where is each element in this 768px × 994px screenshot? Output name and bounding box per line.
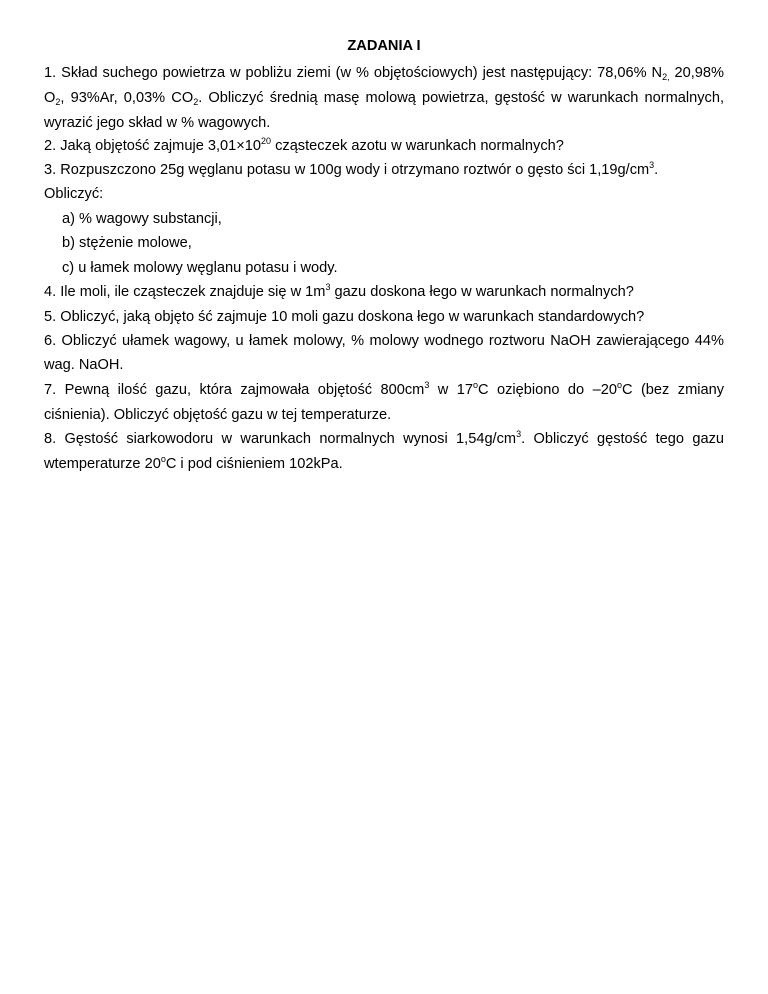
task-2-text-a: 2. Jaką objętość zajmuje 3,01×10	[44, 138, 262, 154]
task-7	[44, 378, 724, 427]
task-1	[44, 61, 724, 135]
task-4-text-b: gazu doskona łego w warunkach normalnych?	[330, 284, 634, 300]
task-3-sup: 3	[649, 160, 655, 170]
task-3-item-b: b) stężenie molowe,	[62, 235, 192, 251]
task-7-text-d: C (bez zmiany ciśnienia). Obliczyć objętość gazu w tej temperaturze.	[44, 382, 725, 423]
task-4-sup: 3	[325, 282, 331, 292]
task-8-sup-2: o	[160, 454, 166, 464]
task-7-sup-2: o	[473, 380, 479, 390]
task-8-text-c: C i pod ciśnieniem 102kPa.	[165, 456, 343, 472]
task-1-text-a: 1. Skład suchego powietrza w pobliżu ziemi (w % objętościowych) jest następujący: 78,06% N	[44, 65, 663, 81]
task-4-text-a: 4. Ile moli, ile cząsteczek znajduje się w 1m	[44, 284, 326, 300]
task-2-sup: 20	[261, 136, 272, 146]
task-3-prompt: Obliczyć:	[44, 186, 104, 202]
task-2-text-b: cząsteczek azotu w warunkach normalnych?	[271, 138, 564, 154]
task-7-sup-3: o	[616, 380, 622, 390]
task-3-text-b: .	[654, 162, 659, 178]
task-7-text-b: w 17	[429, 382, 473, 398]
task-6: 6. Obliczyć ułamek wagowy, u łamek molowy, % molowy wodnego roztworu NaOH zawierającego 44% wag. NaOH.	[44, 333, 724, 373]
task-1-sub-a: 2,	[662, 72, 670, 82]
task-8-text-b: . Obliczyć gęstość tego gazu wtemperaturze 20	[44, 431, 724, 472]
task-8	[44, 427, 724, 477]
task-1-text-b: 20,98% O	[44, 65, 725, 106]
task-3-item-a: a) % wagowy substancji,	[62, 211, 222, 227]
task-1-sub-c: 2	[193, 97, 199, 107]
task-8-sup-1: 3	[516, 429, 522, 439]
task-4	[44, 280, 634, 305]
task-3-text-a: 3. Rozpuszczono 25g węglanu potasu w 100g wody i otrzymano roztwór o gęsto ści 1,19g/cm	[44, 162, 650, 178]
task-8-text-a: 8. Gęstość siarkowodoru w warunkach normalnych wynosi 1,54g/cm	[44, 431, 517, 447]
task-1-text-c: , 93%Ar, 0,03% CO	[60, 90, 194, 106]
task-3	[44, 158, 658, 183]
document-title: ZADANIA I	[347, 38, 421, 54]
task-7-text-c: C oziębiono do –20	[478, 382, 617, 398]
task-1-sub-b: 2	[55, 97, 61, 107]
task-7-sup-1: 3	[424, 380, 430, 390]
task-5: 5. Obliczyć, jaką objęto ść zajmuje 10 moli gazu doskona łego w warunkach standardowych?	[44, 309, 645, 325]
task-2	[44, 134, 564, 159]
task-7-text-a: 7. Pewną ilość gazu, która zajmowała objętość 800cm	[44, 382, 425, 398]
task-1-text-d: . Obliczyć średnią masę molową powietrza, gęstość w warunkach normalnych, wyrazić jego skład w % wagowych.	[44, 90, 724, 131]
task-3-item-c: c) u łamek molowy węglanu potasu i wody.	[62, 260, 338, 276]
